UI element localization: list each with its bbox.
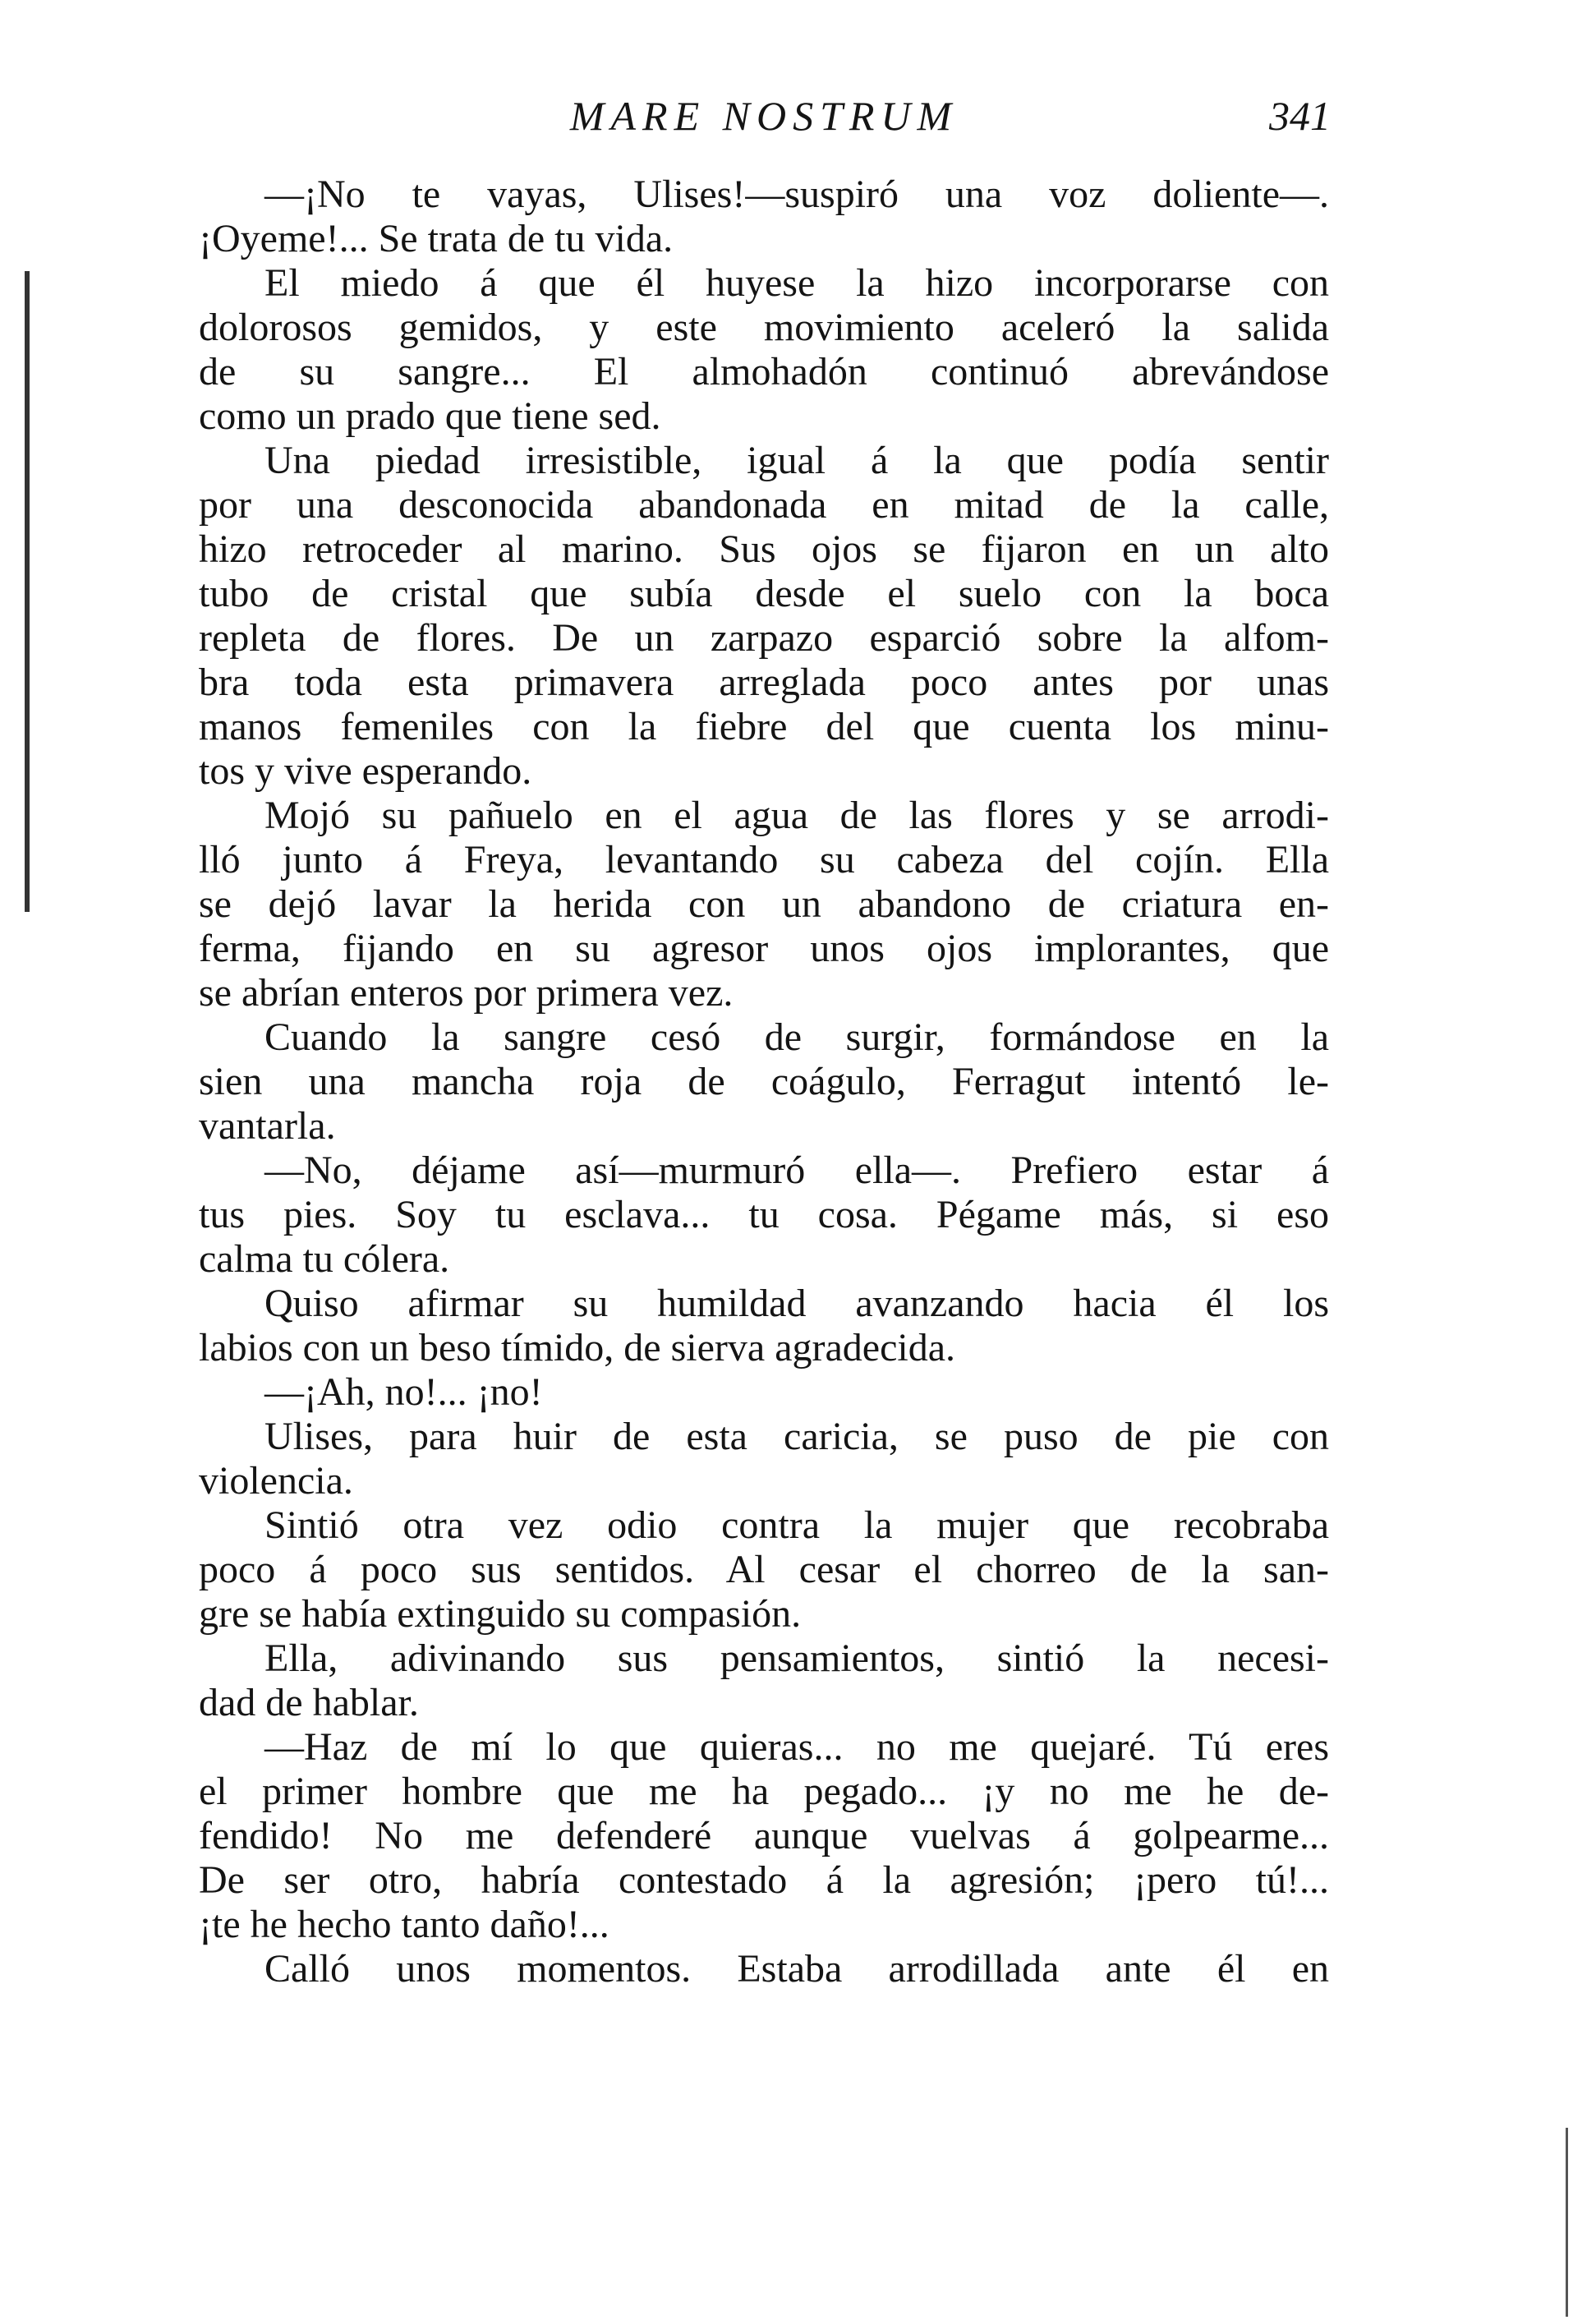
text-line: de su sangre... El almohadón continuó abrevándose <box>199 350 1329 394</box>
body-text <box>199 173 1329 1991</box>
text-line: ¡Oyeme!... Se trata de tu vida. <box>199 217 674 260</box>
text-line: gre se había extinguido su compasión. <box>199 1592 802 1636</box>
text-line: Cuando la sangre cesó de surgir, formándose en la <box>264 1015 1329 1059</box>
text-line: como un prado que tiene sed. <box>199 394 661 438</box>
text-line: violencia. <box>199 1459 353 1503</box>
text-line: labios con un beso tímido, de sierva agradecida. <box>199 1326 956 1369</box>
text-line: Sintió otra vez odio contra la mujer que recobraba <box>264 1503 1329 1547</box>
text-line: tus pies. Soy tu esclava... tu cosa. Pégame más, si eso <box>199 1193 1329 1236</box>
text-line: De ser otro, habría contestado á la agresión; ¡pero tú!... <box>199 1858 1329 1902</box>
text-line: fendido! No me defenderé aunque vuelvas á golpearme... <box>199 1814 1329 1857</box>
text-line: dolorosos gemidos, y este movimiento aceleró la salida <box>199 306 1329 349</box>
text-line: ferma, fijando en su agresor unos ojos implorantes, que <box>199 927 1329 970</box>
text-line: se dejó lavar la herida con un abandono de criatura en- <box>199 882 1329 926</box>
text-line: Ella, adivinando sus pensamientos, sintió la necesi- <box>264 1636 1329 1680</box>
text-line: calma tu cólera. <box>199 1237 450 1281</box>
text-line: ¡te he hecho tanto daño!... <box>199 1903 609 1946</box>
text-line: —Haz de mí lo que quieras... no me quejaré. Tú eres <box>264 1725 1329 1769</box>
page-header <box>197 92 1331 158</box>
text-line: —¡Ah, no!... ¡no! <box>264 1370 543 1414</box>
text-line: El miedo á que él huyese la hizo incorporarse con <box>264 261 1329 305</box>
left-margin-scan-mark <box>25 271 30 912</box>
text-line: manos femeniles con la fiebre del que cuenta los minu- <box>199 705 1329 748</box>
text-line: Ulises, para huir de esta caricia, se puso de pie con <box>264 1415 1329 1458</box>
text-line: —No, déjame así—murmuró ella—. Prefiero estar á <box>264 1148 1329 1192</box>
text-line: Una piedad irresistible, igual á la que podía sentir <box>264 439 1329 482</box>
text-line: tubo de cristal que subía desde el suelo con la boca <box>199 572 1329 615</box>
text-line: bra toda esta primavera arreglada poco antes por unas <box>199 661 1329 704</box>
running-title: MARE NOSTRUM <box>569 93 959 139</box>
text-line: el primer hombre que me ha pegado... ¡y no me he de- <box>199 1770 1329 1813</box>
text-line: se abrían enteros por primera vez. <box>199 971 734 1015</box>
text-line: Mojó su pañuelo en el agua de las flores y se arrodi- <box>264 794 1329 837</box>
text-line: poco á poco sus sentidos. Al cesar el chorreo de la san- <box>199 1548 1329 1591</box>
text-line: Calló unos momentos. Estaba arrodillada ante él en <box>264 1947 1329 1991</box>
text-line: vantarla. <box>199 1104 336 1148</box>
text-line: dad de hablar. <box>199 1681 419 1724</box>
text-line: Quiso afirmar su humildad avanzando hacia él los <box>264 1282 1329 1325</box>
page-number: 341 <box>1269 93 1331 139</box>
text-line: hizo retroceder al marino. Sus ojos se fijaron en un alto <box>199 527 1329 571</box>
text-line: repleta de flores. De un zarpazo esparció sobre la alfom- <box>199 616 1329 660</box>
text-line: lló junto á Freya, levantando su cabeza del cojín. Ella <box>199 838 1329 882</box>
text-line: sien una mancha roja de coágulo, Ferragut intentó le- <box>199 1060 1329 1103</box>
text-line: por una desconocida abandonada en mitad de la calle, <box>199 483 1329 527</box>
text-line: —¡No te vayas, Ulises!—suspiró una voz doliente—. <box>264 173 1329 216</box>
right-margin-scan-mark <box>1566 2128 1568 2317</box>
text-line: tos y vive esperando. <box>199 749 532 793</box>
